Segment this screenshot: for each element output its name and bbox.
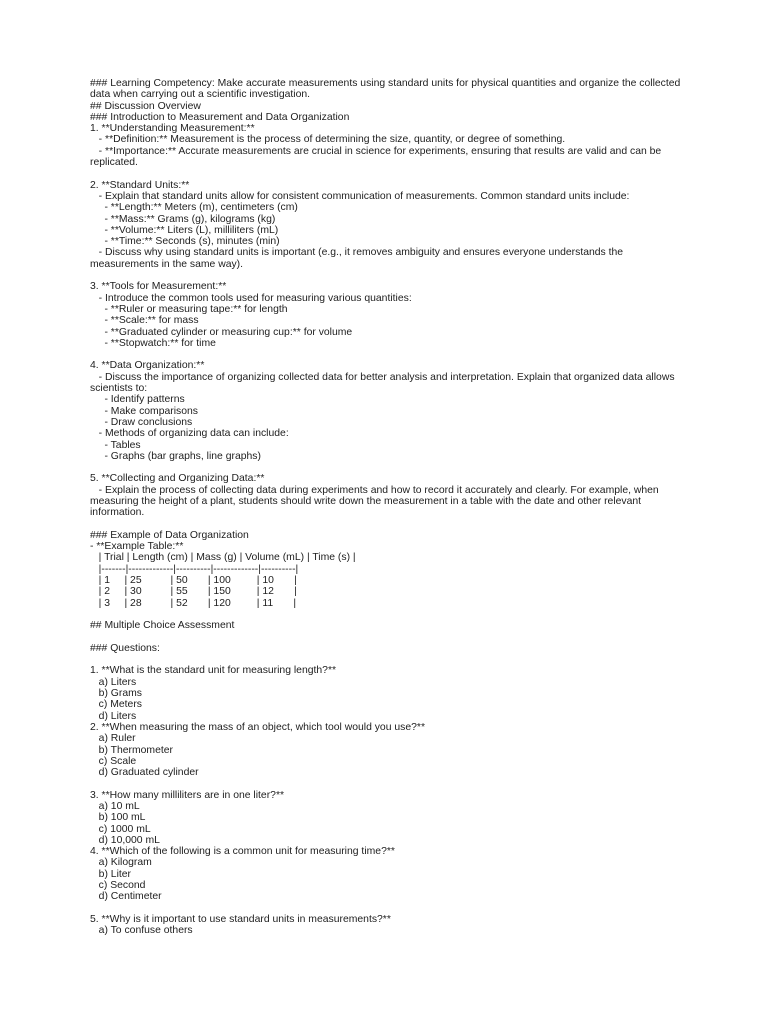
text-line: ### Introduction to Measurement and Data Organization <box>90 111 350 123</box>
text-line: - **Definition:** Measurement is the process of determining the size, quantity, or degree of something. <box>90 134 566 146</box>
text-line: b) Grams <box>90 688 142 700</box>
blank-line <box>90 168 690 179</box>
blank-line <box>90 654 690 665</box>
text-line: a) To confuse others <box>90 925 193 937</box>
text-line: ### Example of Data Organization <box>90 529 249 541</box>
text-line: 4. **Which of the following is a common unit for measuring time?** <box>90 846 395 858</box>
blank-line <box>90 519 690 530</box>
text-line: - Draw conclusions <box>90 416 193 428</box>
text-line: | 1 | 25 | 50 | 100 | 10 | <box>90 575 297 587</box>
blank-line <box>90 462 690 473</box>
text-line: - Explain that standard units allow for consistent communication of measurements. Common standard units include: <box>90 190 630 202</box>
text-line: ## Multiple Choice Assessment <box>90 620 235 632</box>
text-line: a) Kilogram <box>90 857 152 869</box>
text-line: - Introduce the common tools used for measuring various quantities: <box>90 292 412 304</box>
text-line: ### Questions: <box>90 642 160 654</box>
text-line: b) Thermometer <box>90 744 173 756</box>
blank-line <box>90 903 690 914</box>
text-line: d) Liters <box>90 710 137 722</box>
text-line: 1. **What is the standard unit for measuring length?** <box>90 665 337 677</box>
text-line: - Make comparisons <box>90 405 198 417</box>
text-line: - **Length:** Meters (m), centimeters (cm) <box>90 202 298 214</box>
text-line: 3. **Tools for Measurement:** <box>90 281 227 293</box>
text-line: ### Learning Competency: Make accurate measurements using standard units for physical quantities and organize the collected data when carrying out a scientific investigation. <box>90 78 684 101</box>
blank-line <box>90 632 690 643</box>
blank-line <box>90 609 690 620</box>
text-line: - **Volume:** Liters (L), milliliters (mL) <box>90 224 279 236</box>
blank-line <box>90 270 690 281</box>
text-line: - **Stopwatch:** for time <box>90 337 216 349</box>
text-line: - Methods of organizing data can include: <box>90 428 289 440</box>
text-line: a) Liters <box>90 676 137 688</box>
text-line: a) Ruler <box>90 733 136 745</box>
text-line: c) 1000 mL <box>90 823 151 835</box>
text-line: - Discuss why using standard units is important (e.g., it removes ambiguity and ensures everyone understands the measurements in the same way). <box>90 247 626 270</box>
text-line: - **Scale:** for mass <box>90 315 199 327</box>
text-line: ## Discussion Overview <box>90 100 201 112</box>
text-line: - **Ruler or measuring tape:** for length <box>90 303 288 315</box>
blank-line <box>90 349 690 360</box>
text-line: - **Time:** Seconds (s), minutes (min) <box>90 236 280 248</box>
text-line: | 3 | 28 | 52 | 120 | 11 | <box>90 597 297 609</box>
text-line: - **Example Table:** <box>90 541 184 553</box>
text-line: d) Centimeter <box>90 891 162 903</box>
text-line: 4. **Data Organization:** <box>90 360 205 372</box>
text-line: b) Liter <box>90 868 132 880</box>
text-line: 2. **When measuring the mass of an object, which tool would you use?** <box>90 721 425 733</box>
text-line: d) Graduated cylinder <box>90 767 199 779</box>
text-line: |-------|-------------|----------|-------------|----------| <box>90 563 299 575</box>
text-line: 5. **Why is it important to use standard units in measurements?** <box>90 913 391 925</box>
text-line: c) Meters <box>90 699 142 711</box>
text-line: 2. **Standard Units:** <box>90 179 190 191</box>
text-line: - Discuss the importance of organizing collected data for better analysis and interpretation. Explain that organized data allows scientists to: <box>90 371 678 395</box>
text-line: | 2 | 30 | 55 | 150 | 12 | <box>90 586 297 598</box>
text-line: - **Graduated cylinder or measuring cup:** for volume <box>90 326 353 338</box>
blank-line <box>90 778 690 789</box>
text-line: b) 100 mL <box>90 812 146 824</box>
text-line: | Trial | Length (cm) | Mass (g) | Volume (mL) | Time (s) | <box>90 552 356 564</box>
text-line: c) Scale <box>90 755 137 767</box>
document-body <box>90 78 690 937</box>
text-line: d) 10,000 mL <box>90 834 160 846</box>
text-line: c) Second <box>90 880 146 892</box>
text-line: - **Mass:** Grams (g), kilograms (kg) <box>90 213 276 225</box>
text-line: - Graphs (bar graphs, line graphs) <box>90 450 261 462</box>
text-line: - **Importance:** Accurate measurements are crucial in science for experiments, ensuring that results are valid and can be replicated. <box>90 145 665 169</box>
text-line: 5. **Collecting and Organizing Data:** <box>90 473 265 485</box>
text-line: 3. **How many milliliters are in one liter?** <box>90 789 285 801</box>
text-line: - Explain the process of collecting data during experiments and how to record it accurately and clearly. For example, when measuring the height of a plant, students should write down the measurement in a table with the date and other relevant information. <box>90 484 662 519</box>
text-line: - Tables <box>90 439 141 451</box>
text-line: a) 10 mL <box>90 801 140 812</box>
text-line: - Identify patterns <box>90 394 185 406</box>
text-line: 1. **Understanding Measurement:** <box>90 123 255 135</box>
